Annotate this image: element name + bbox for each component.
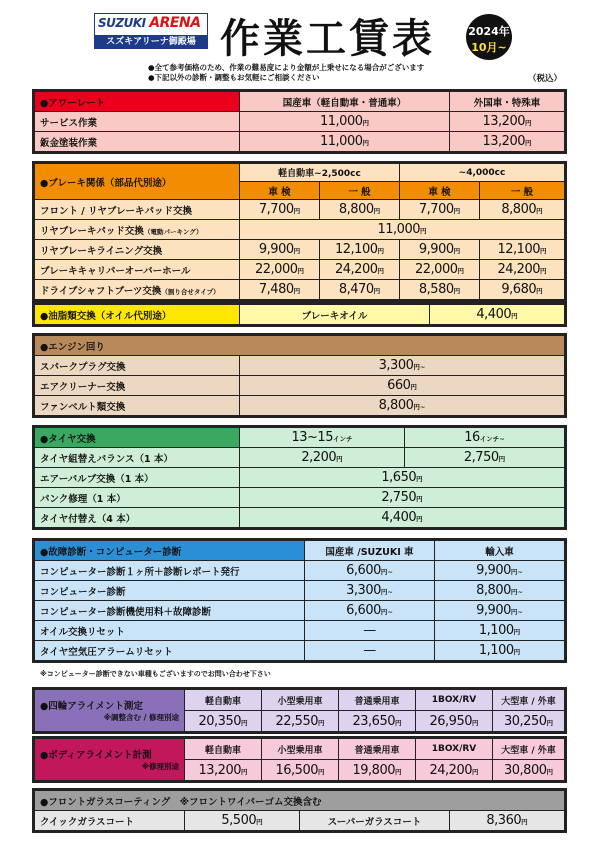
price-cell: —	[305, 621, 435, 641]
tax-note: （税込）	[528, 74, 563, 84]
sub-header: 車 検	[400, 182, 480, 200]
note-1: ●全て参考価格のため、作業の難易度により金額が上乗せになる場合がございます	[148, 63, 425, 72]
price-cell: 8,360円	[450, 811, 565, 831]
logo-suzuki: SUZUKI	[98, 16, 146, 30]
section-engine	[32, 333, 567, 418]
date-badge	[466, 14, 512, 60]
row-label: スパークプラグ交換	[35, 356, 240, 376]
price-cell: 1,100円	[435, 621, 565, 641]
row-label: ドライブシャフトブーツ交換（割り合せタイプ）	[35, 280, 240, 300]
brake-group-1: 軽自動車~2,500cc	[240, 164, 400, 182]
section-body-alignment	[32, 736, 567, 783]
tire-title: ●タイヤ交換	[35, 428, 240, 448]
price-cell: 660円	[240, 376, 565, 396]
price-cell: 9,900円~	[435, 561, 565, 581]
section-wheel-alignment	[32, 687, 567, 734]
body-align-title: ●ボディアライメント計測 ※修理別途	[35, 739, 185, 781]
price-cell: 9,680円	[480, 280, 565, 300]
logo-dealer-name: スズキアリーナ御殿場	[95, 35, 207, 49]
col-1box: 1BOX/RV	[416, 739, 493, 760]
row-label: サービス作業	[35, 112, 240, 132]
price-cell: 3,300円~	[305, 581, 435, 601]
price-cell: 12,100円	[480, 240, 565, 260]
col-kei: 軽自動車	[185, 690, 262, 711]
price-cell: 5,500円	[185, 811, 300, 831]
row-label: ファンベルト類交換	[35, 396, 240, 416]
page-title: 作業工賃表	[220, 16, 435, 62]
price-cell: 22,000円	[400, 260, 480, 280]
price-cell: 8,580円	[400, 280, 480, 300]
price-cell: 24,200円	[480, 260, 565, 280]
row-label: タイヤ付替え（4 本）	[35, 508, 240, 528]
price-cell: 6,600円~	[305, 561, 435, 581]
price-cell: 1,650円	[240, 468, 565, 488]
price-cell: 8,800円~	[240, 396, 565, 416]
oil-item: ブレーキオイル	[240, 305, 430, 325]
price-cell: —	[305, 641, 435, 661]
price-cell: 9,900円	[240, 240, 320, 260]
section-tire	[32, 425, 567, 530]
col-normal: 普通乗用車	[339, 739, 416, 760]
glass-title: ●フロントガラスコーティング ※フロントワイパーゴム交換含む	[35, 791, 565, 811]
price-cell: 30,250円	[493, 711, 565, 732]
price-cell: 16,500円	[262, 760, 339, 781]
row-label: 鈑金塗装作業	[35, 132, 240, 152]
oil-title: ●油脂類交換（オイル代別途）	[35, 305, 240, 325]
price-cell: 8,800円~	[435, 581, 565, 601]
sub-header: 一 般	[320, 182, 400, 200]
price-cell: 23,650円	[339, 711, 416, 732]
price-cell: 12,100円	[320, 240, 400, 260]
price-cell: 11,000円	[240, 112, 450, 132]
col-normal: 普通乗用車	[339, 690, 416, 711]
engine-title: ●エンジン回り	[35, 336, 565, 356]
price-cell: 1,100円	[435, 641, 565, 661]
price-cell: 7,700円	[400, 200, 480, 220]
price-cell: 19,800円	[339, 760, 416, 781]
row-label: ブレーキキャリパーオーバーホール	[35, 260, 240, 280]
price-cell: 8,470円	[320, 280, 400, 300]
price-cell: 7,480円	[240, 280, 320, 300]
section-diagnostics	[32, 538, 567, 663]
col-large: 大型車 / 外車	[493, 739, 565, 760]
price-cell: 20,350円	[185, 711, 262, 732]
price-cell: 22,550円	[262, 711, 339, 732]
price-cell: 11,000円	[240, 132, 450, 152]
sub-header: 一 般	[480, 182, 565, 200]
price-cell: 24,200円	[320, 260, 400, 280]
brake-group-2: ~4,000cc	[400, 164, 565, 182]
row-label: リヤブレーキライニング交換	[35, 240, 240, 260]
row-label: コンピューター診断	[35, 581, 305, 601]
col-foreign: 外国車・特殊車	[450, 92, 565, 112]
row-label: クイックガラスコート	[35, 811, 185, 831]
price-cell: 7,700円	[240, 200, 320, 220]
section-glass-coating	[32, 788, 567, 833]
brake-title: ●ブレーキ関係（部品代別途）	[35, 164, 240, 200]
header	[0, 0, 595, 95]
col-import: 輸入車	[435, 541, 565, 561]
price-cell: 2,750円	[240, 488, 565, 508]
price-cell: 8,800円	[320, 200, 400, 220]
row-label: エアーバルブ交換（1 本）	[35, 468, 240, 488]
badge-year: 2024年	[468, 25, 510, 38]
col-domestic: 国産車（軽自動車・普通車）	[240, 92, 450, 112]
price-cell: 24,200円	[416, 760, 493, 781]
row-label: タイヤ空気圧アラームリセット	[35, 641, 305, 661]
price-cell: 9,900円	[400, 240, 480, 260]
price-cell: 6,600円~	[305, 601, 435, 621]
row-label: フロント / リヤブレーキパッド交換	[35, 200, 240, 220]
price-cell: 13,200円	[185, 760, 262, 781]
wheel-align-title: ●四輪アライメント測定 ※調整含む / 修理別途	[35, 690, 185, 732]
col-16: 16インチ~	[405, 428, 565, 448]
badge-month: 10月~	[471, 41, 507, 54]
hour-rate-title: ●アワーレート	[35, 92, 240, 112]
col-small: 小型乗用車	[262, 739, 339, 760]
sub-header: 車 検	[240, 182, 320, 200]
price-cell: 2,750円	[405, 448, 565, 468]
row-label: オイル交換リセット	[35, 621, 305, 641]
logo-arena: ARENA	[149, 15, 201, 31]
price-cell: 3,300円~	[240, 356, 565, 376]
price-cell: 26,950円	[416, 711, 493, 732]
price-cell: 4,400円	[430, 305, 565, 325]
price-cell: 11,000円	[240, 220, 565, 240]
price-cell: 9,900円~	[435, 601, 565, 621]
row-label: パンク修理（1 本）	[35, 488, 240, 508]
row-label: コンピューター診断機使用料＋故障診断	[35, 601, 305, 621]
col-1box: 1BOX/RV	[416, 690, 493, 711]
notes	[148, 63, 424, 83]
suzuki-arena-logo	[94, 13, 208, 49]
row-label: コンピューター診断１ヶ所＋診断レポート発行	[35, 561, 305, 581]
col-large: 大型車 / 外車	[493, 690, 565, 711]
price-cell: 4,400円	[240, 508, 565, 528]
price-cell: 13,200円	[450, 112, 565, 132]
section-hour-rate	[32, 89, 567, 154]
price-cell: 30,800円	[493, 760, 565, 781]
col-small: 小型乗用車	[262, 690, 339, 711]
col-13-15: 13~15インチ	[240, 428, 405, 448]
diag-note: ※コンピューター診断できない車種もございますのでお問い合わせ下さい	[40, 670, 271, 678]
row-label: タイヤ組替えバランス（1 本）	[35, 448, 240, 468]
row-label: エアクリーナー交換	[35, 376, 240, 396]
col-domestic: 国産車 /SUZUKI 車	[305, 541, 435, 561]
price-cell: 2,200円	[240, 448, 405, 468]
section-brake	[32, 161, 567, 302]
price-cell: 13,200円	[450, 132, 565, 152]
row-label: スーパーガラスコート	[300, 811, 450, 831]
section-oil	[32, 302, 567, 327]
price-cell: 22,000円	[240, 260, 320, 280]
note-2: ●下記以外の診断・調整もお気軽にご相談ください	[148, 73, 320, 82]
price-cell: 8,800円	[480, 200, 565, 220]
col-kei: 軽自動車	[185, 739, 262, 760]
row-label: リヤブレーキパッド交換（電動パーキング）	[35, 220, 240, 240]
diag-title: ●故障診断・コンピューター診断	[35, 541, 305, 561]
